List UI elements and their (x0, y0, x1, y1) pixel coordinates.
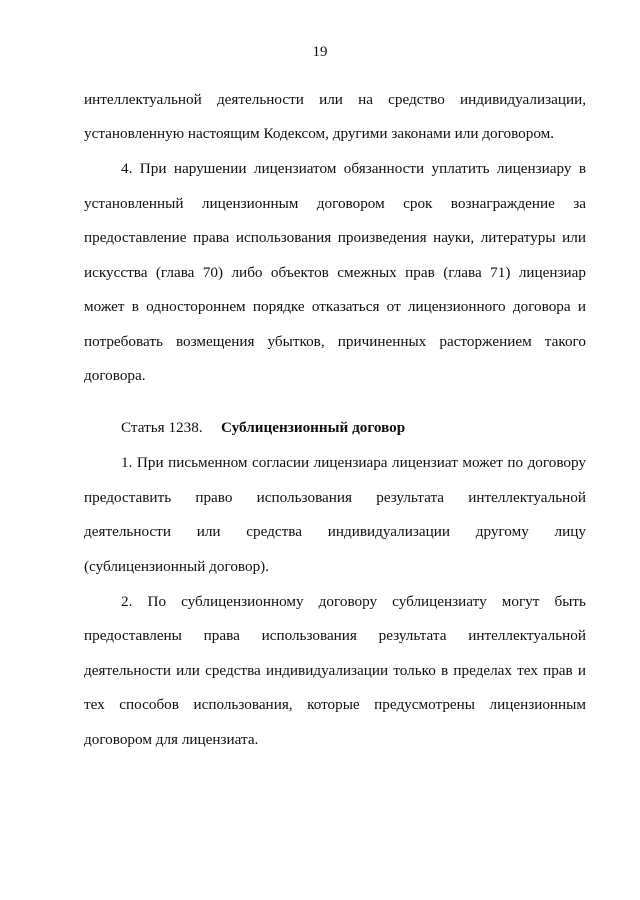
text-line: потребовать возмещения убытков, причиненных расторжением такого (84, 333, 586, 350)
article-heading (121, 418, 405, 438)
text-line: 4. При нарушении лицензиатом обязанности уплатить лицензиару в (121, 160, 586, 177)
text-line: предоставить право использования результата интеллектуальной (84, 489, 586, 506)
text-line: договором для лицензиата. (84, 731, 259, 748)
page-number: 19 (312, 44, 328, 60)
text-line: деятельности или средства индивидуализации только в пределах тех прав и (84, 662, 586, 679)
text-line: установленный лицензионным договором срок вознаграждение за (84, 195, 586, 212)
text-line: интеллектуальной деятельности или на средство индивидуализации, (84, 91, 586, 108)
text-line: тех способов использования, которые предусмотрены лицензионным (84, 696, 586, 713)
article-number: Статья 1238. (121, 419, 203, 436)
text-line: (сублицензионный договор). (84, 558, 270, 575)
text-line: 2. По сублицензионному договору сублицензиату могут быть (121, 593, 586, 610)
text-line: договора. (84, 367, 146, 384)
text-line: может в одностороннем порядке отказаться от лицензионного договора и (84, 298, 586, 315)
text-line: установленную настоящим Кодексом, другими законами или договором. (84, 125, 555, 142)
text-line: деятельности или средства индивидуализации другому лицу (84, 523, 586, 540)
text-line: предоставление права использования произведения науки, литературы или (84, 229, 586, 246)
text-line: предоставлены права использования результата интеллектуальной (84, 627, 586, 644)
article-title: Сублицензионный договор (221, 419, 406, 436)
text-line: искусства (глава 70) либо объектов смежных прав (глава 71) лицензиар (84, 264, 586, 281)
text-line: 1. При письменном согласии лицензиара лицензиат может по договору (121, 454, 586, 471)
